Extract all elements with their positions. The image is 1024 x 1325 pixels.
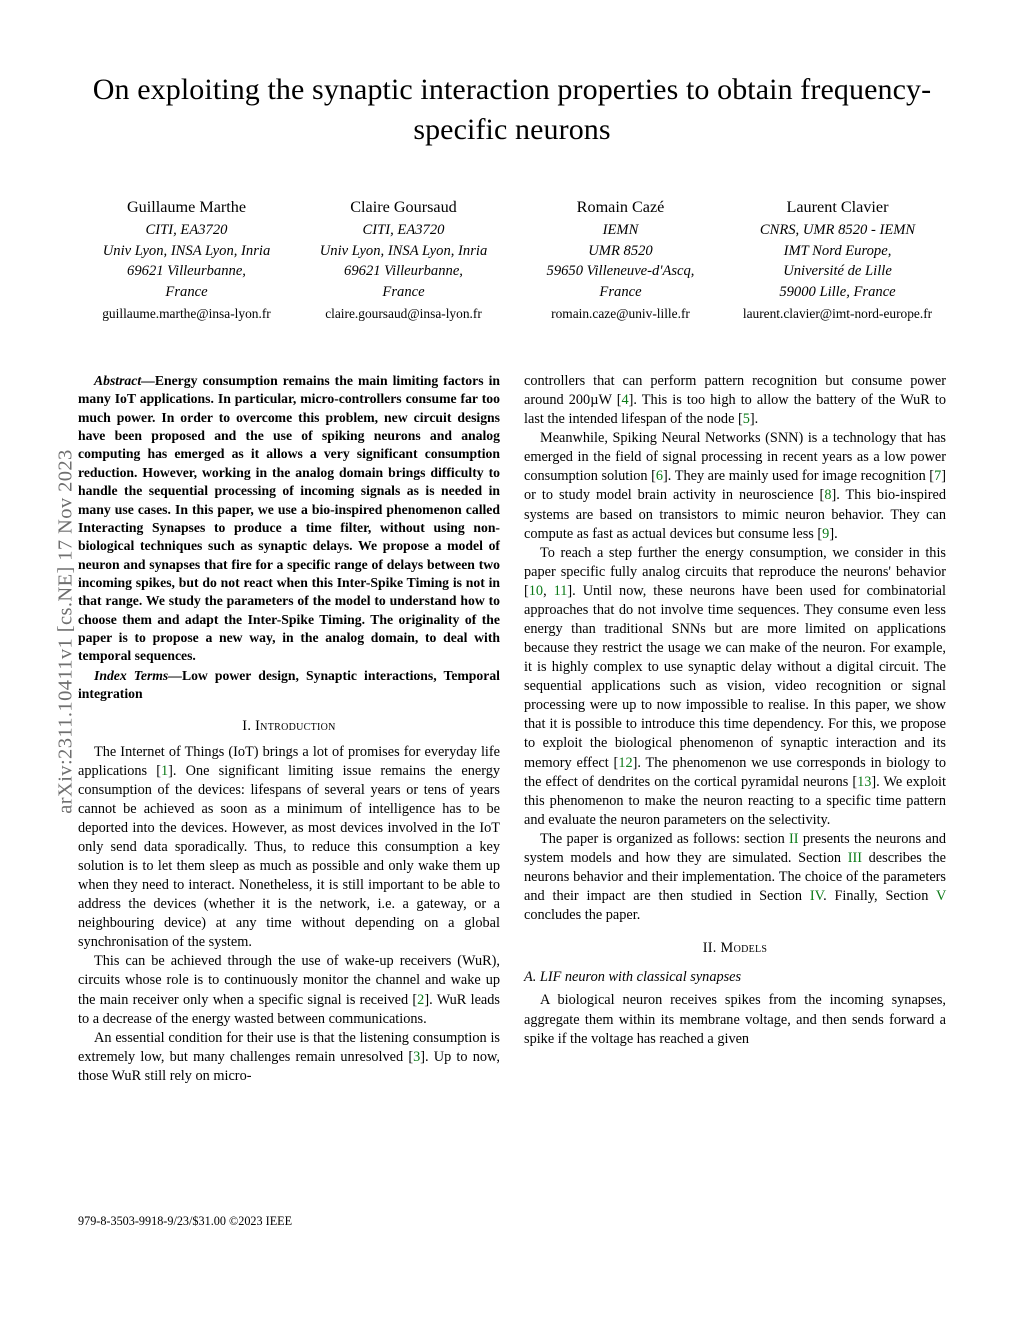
- index-terms-text: Low power design, Synaptic interactions, Temporal integration: [78, 667, 500, 702]
- right-column: [524, 372, 946, 1212]
- author-block-1: [78, 196, 295, 323]
- section-heading-models: II. Models: [702, 940, 768, 957]
- author-email[interactable]: laurent.clavier@imt-nord-europe.fr: [742, 305, 933, 321]
- author-name: Laurent Clavier: [786, 198, 889, 216]
- author-affiliation: IMT Nord Europe,: [783, 242, 892, 259]
- subsection-heading-lif: A. LIF neuron with classical synapses: [524, 969, 742, 986]
- paragraph: An essential condition for their use is that the listening consumption is extremely low, but many challenges remain unresolved [3]. Up to now, those WuR still rely on micro-: [78, 1029, 500, 1084]
- title-area: [78, 70, 946, 149]
- arxiv-stamp: arXiv:2311.10411v1 [cs.NE] 17 Nov 2023: [54, 449, 77, 814]
- author-affiliation: UMR 8520: [588, 242, 653, 259]
- author-list: [78, 196, 946, 323]
- copyright-footer: 979-8-3503-9918-9/23/$31.00 ©2023 IEEE: [78, 1214, 293, 1228]
- author-affiliation: CITI, EA3720: [362, 222, 445, 238]
- abstract-paragraph: [78, 372, 500, 666]
- author-name: Guillaume Marthe: [126, 198, 247, 216]
- author-email[interactable]: romain.caze@univ-lille.fr: [551, 305, 690, 321]
- author-affiliation: France: [165, 284, 208, 301]
- paragraph: The paper is organized as follows: section II presents the neurons and system models and how they are simulated. Section III describes the neurons behavior and their implementation. The choice of the parameters and their impact are then studied in Section IV. Finally, Section V concludes the paper.: [524, 830, 947, 924]
- author-block-4: [729, 196, 946, 323]
- author-affiliation: 69621 Villeurbanne,: [344, 263, 463, 280]
- author-affiliation: IEMN: [602, 222, 639, 238]
- paragraph: To reach a step further the energy consumption, we consider in this paper specific fully analog circuits that reproduce the neurons' behavior [10, 11]. Until now, these neurons have been used for combinatorial approaches that do not involve time sequences. They consume even less energy than traditional SNNs but are more limited on applications because they restrict the usage we can make of the neuron. For example, it is highly complex to use synaptic delay without a digital circuit. The sequential applications such as vision, video recognition or signal processing were up to now impossible to realise. In this paper, we show that it is possible to introduce this time dependency. For this, we propose to exploit the biological phenomenon of synaptic interaction and its memory effect [12]. The phenomenon we use corresponds in biology to the effect of dendrites on the cortical pyramidal neurons [13]. We exploit this phenomenon to make the neuron reacting to a specific time pattern and evaluate the neuron parameters on the selectivity.: [524, 544, 946, 828]
- author-affiliation: France: [599, 284, 642, 301]
- author-affiliation: 69621 Villeurbanne,: [127, 263, 246, 280]
- paragraph: This can be achieved through the use of wake-up receivers (WuR), circuits whose role is to continuously monitor the channel and wake up the main receiver only when a specific signal is received [2]. WuR leads to a decrease of the energy wasted between communications.: [78, 953, 500, 1027]
- body-columns: [78, 372, 946, 1212]
- author-email[interactable]: guillaume.marthe@insa-lyon.fr: [102, 305, 271, 321]
- author-affiliation: CNRS, UMR 8520 - IEMN: [759, 222, 916, 238]
- index-terms-label: Index Terms—: [94, 667, 182, 683]
- abstract-text: Energy consumption remains the main limiting factors in many IoT applications. In particular, micro-controllers consume far too much power. In order to overcome this problem, new circuit designs have been proposed and the use of spiking neurons and analog computing has emerged as it allows a very significant consumption reduction. However, working in the analog domain brings difficulty to handle the sequential processing of incoming signals as is needed in many use cases. In this paper, we use a bio-inspired phenomenon called Interacting Synapses to produce a time filter, without using non-biological techniques such as synaptic delays. We propose a model of neuron and synapses that fire for a specific range of delays between two incoming spikes, but do not react when this Inter-Spike Timing is not in that range. We study the parameters of the model to understand how to choose them and adapt the Inter-Spike Timing. The originality of the paper is to propose a new way, in the analog domain, to deal with temporal sequences.: [78, 373, 500, 664]
- author-affiliation: CITI, EA3720: [145, 222, 228, 238]
- abstract-label: Abstract—: [94, 373, 155, 388]
- author-affiliation: 59650 Villeneuve-d'Ascq,: [546, 263, 695, 280]
- page-title: On exploiting the synaptic interaction properties to obtain frequency-specific neurons: [92, 73, 932, 146]
- author-block-2: [295, 196, 512, 323]
- author-affiliation: France: [382, 284, 425, 301]
- author-affiliation: Univ Lyon, INSA Lyon, Inria: [102, 242, 271, 259]
- paragraph: A biological neuron receives spikes from the incoming synapses, aggregate them within its membrane voltage, and then sends forward a spike if the voltage has reached a given: [524, 992, 946, 1047]
- author-block-3: [512, 196, 729, 323]
- author-affiliation: Université de Lille: [783, 263, 892, 280]
- paragraph: Meanwhile, Spiking Neural Networks (SNN) is a technology that has emerged in the field of signal processing in recent years as a low power consumption solution [6]. They are mainly used for image recognition [7] or to study model brain activity in neuroscience [8]. This bio-inspired systems are based on transistors to mimic neuron behavior. They can compute as fast as actual devices but consume less [9].: [524, 430, 947, 542]
- author-email[interactable]: claire.goursaud@insa-lyon.fr: [325, 305, 482, 321]
- author-affiliation: 59000 Lille, France: [779, 284, 896, 301]
- index-terms-paragraph: [78, 667, 500, 704]
- paragraph: controllers that can perform pattern recognition but consume power around 200µW [4]. This is too high to allow the battery of the WuR to last the intended lifespan of the node [5].: [524, 373, 947, 428]
- paragraph: The Internet of Things (IoT) brings a lot of promises for everyday life applications [1]. One significant limiting issue remains the energy consumption of the devices: lifespans of several years or tens of years cannot be achieved as soon as a minimum of intelligence has to be deported into the devices. However, as most devices involved in the IoT only send data sporadically. Thus, to reduce this consumption a key solution is to let them sleep as much as possible and only wake them up when they need to interact. Nonetheless, it is still important to be able to address the devices (whether it is the network, i.e. a gateway, or a neighbouring device) at any time without depending on a global synchronisation of the system.: [78, 743, 501, 951]
- author-affiliation: Univ Lyon, INSA Lyon, Inria: [319, 242, 488, 259]
- section-heading-introduction: I. Introduction: [242, 718, 336, 735]
- author-name: Romain Cazé: [576, 198, 665, 216]
- left-column: [78, 372, 500, 1212]
- author-name: Claire Goursaud: [350, 198, 457, 216]
